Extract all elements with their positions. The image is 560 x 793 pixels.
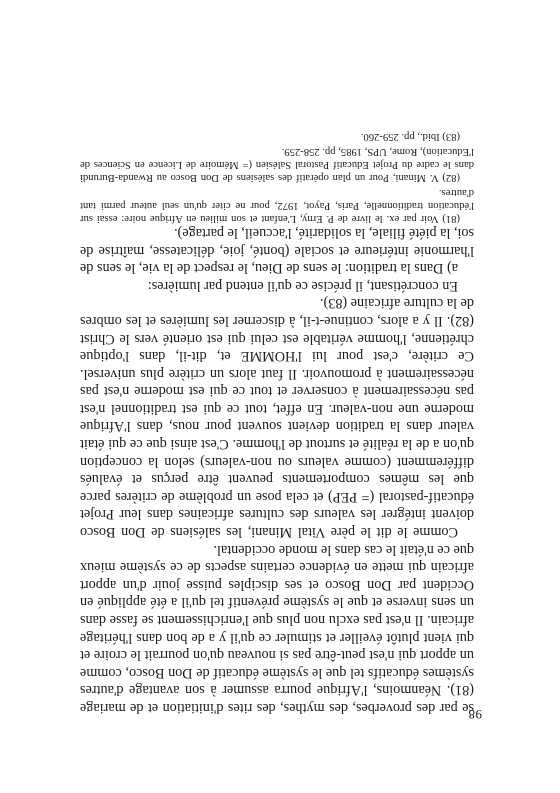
page-number: 98: [468, 707, 482, 722]
paragraph: a) Dans la tradition: le sens de Dieu, le respect de la vie, le sens de l'harmonie intérieure et sociale (bonté, joie, délicatesse, maîtrise de soi, la piété filiale, la solidarité, l'accueil, le partage).: [80, 224, 474, 277]
body-text: [80, 223, 474, 716]
footnote: (82) V. Minani, Pour un plan opératif des salésiens de Don Bosco au Rwanda-Burundi dans le cadre du Projet Educatif Pastoral Salésien (= Mémoire de Licence en Sciences de l'Education), Rome, UPS, 1985, pp. 258-259.: [80, 146, 474, 183]
footnote: (83) Ibid., pp. 259-260.: [360, 131, 460, 142]
footnote: (81) Voir par ex. le livre de P. Erny, L'enfant et son milieu en Afrique noire: essai sur l'éducation traditionnelle, Paris, Payot, 1972, pour ne citer qu'un seul auteur parmi tant d'autres.: [80, 187, 474, 224]
paragraph: se par des proverbes, des mythes, des rites d'initiation et de mariage (81). Néanmoins, l'Afrique pourra assumer à son avantage d'autres systèmes éducatifs tel que le système éducatif de Don Bosco, comme un apport qui n'est peut-être pas si nouveau qu'on pourrait le croire et qui vient plutôt éveiller et stimuler ce qu'il y a de bon dans l'héritage africain. Il n'est pas exclu non plus que l'enrichissement se fasse dans un sens inverse et que le système préventif tel qu'il a été appliqué en Occident par Don Bosco et ses disciples puisse jouir d'un apport africain qui mette en évidence certains aspects de ce système mieux que ce n'était le cas dans le monde occidental.: [80, 541, 474, 716]
paragraph: En concrétisant, il précise ce qu'il entend par lumières:: [147, 277, 458, 294]
footnotes: [80, 128, 474, 225]
paragraph: Comme le dit le père Vital Minani, les salésiens de Don Bosco doivent intégrer les valeurs des cultures africaines dans leur Projet éducatif-pastoral (= PEP) et cela pose un problème de critères parce que les mêmes comportements peuvent être perçus et évalués différemment (comme valeurs ou non-valeurs) selon la conception qu'on a de la réalité et surtout de l'homme. C'est ainsi que ce qui était valeur dans la tradition devient souvent pour nous, dans l'Afrique moderne une non-valeur. En effet, tout ce qui est traditionnel n'est pas nécessairement à conserver et tout ce qui est moderne n'est pas nécessairement à promouvoir. Il faut alors un critère plus universel. Ce critère, c'est pour lui l'HOMME et, dit-il, dans l'optique chrétienne, l'homme véritable est celui qui est orienté vers le Christ (82). Il y a alors, continue-t-il, à discerner les lumières et les ombres de la culture africaine (83).: [80, 295, 474, 541]
